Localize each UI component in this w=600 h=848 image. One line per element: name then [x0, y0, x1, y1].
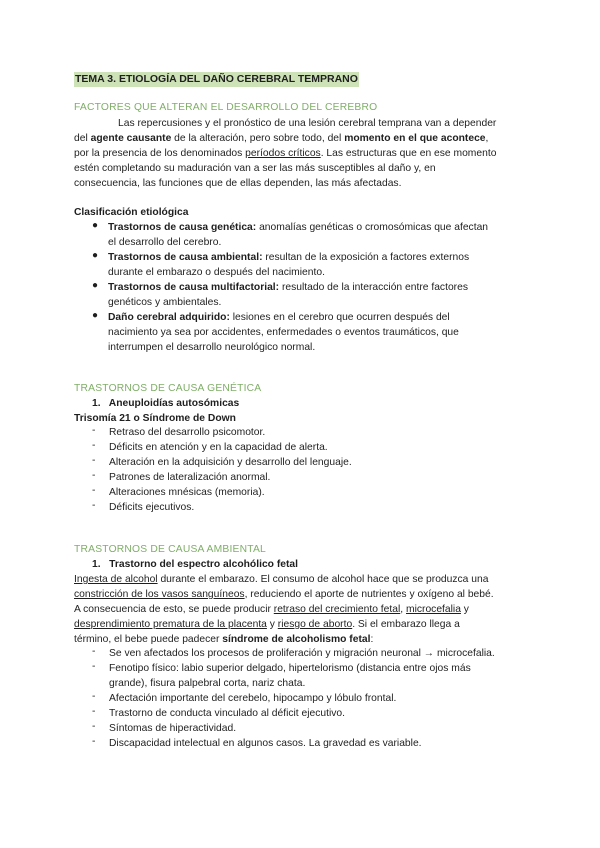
dash-icon: -: [92, 706, 96, 717]
list-item-cont: genéticos y ambientales.: [108, 297, 222, 308]
paragraph-line: del agente causante de la alteración, pero sobre todo, del momento en el que acontece,: [74, 133, 489, 144]
list-item-cont: grande), fisura palpebral corta, nariz chata.: [109, 678, 306, 689]
list-item: Déficits en atención y en la capacidad de alerta.: [109, 442, 328, 453]
paragraph-line: Ingesta de alcohol durante el embarazo. El consumo de alcohol hace que se produzca una: [74, 574, 489, 585]
dash-icon: -: [92, 661, 96, 672]
page-title: TEMA 3. ETIOLOGÍA DEL DAÑO CEREBRAL TEMPRANO: [75, 73, 358, 85]
bullet-icon: ●: [92, 220, 99, 231]
list-item: Fenotipo físico: labio superior delgado, hipertelorismo (distancia entre ojos más: [109, 663, 471, 674]
list-item: Se ven afectados los procesos de proliferación y migración neuronal → microcefalia.: [109, 648, 495, 659]
list-item: Retraso del desarrollo psicomotor.: [109, 427, 266, 438]
classification-heading: Clasificación etiológica: [74, 207, 189, 218]
bullet-icon: ●: [92, 280, 99, 291]
list-item: Discapacidad intelectual en algunos casos. La gravedad es variable.: [109, 738, 422, 749]
list-item: Alteración en la adquisición y desarrollo del lenguaje.: [109, 457, 352, 468]
dash-icon: -: [92, 500, 96, 511]
section-heading-ambiental: TRASTORNOS DE CAUSA AMBIENTAL: [74, 544, 266, 555]
dash-icon: -: [92, 691, 96, 702]
section-heading-genetica: TRASTORNOS DE CAUSA GENÉTICA: [74, 383, 262, 394]
dash-icon: -: [92, 485, 96, 496]
list-item: Trastornos de causa ambiental: resultan de la exposición a factores externos: [108, 252, 470, 263]
list-item: Afectación importante del cerebelo, hipocampo y lóbulo frontal.: [109, 693, 397, 704]
paragraph-line: consecuencia, las funciones que de ellas dependen, las más afectadas.: [74, 178, 402, 189]
dash-icon: -: [92, 425, 96, 436]
bullet-icon: ●: [92, 310, 99, 321]
dash-icon: -: [92, 736, 96, 747]
paragraph-line: por la presencia de los denominados períodos críticos. Las estructuras que en ese momento: [74, 148, 497, 159]
list-item: Patrones de lateralización anormal.: [109, 472, 271, 483]
list-item-cont: el desarrollo del cerebro.: [108, 237, 222, 248]
dash-icon: -: [92, 455, 96, 466]
list-item: Trastornos de causa multifactorial: resultado de la interacción entre factores: [108, 282, 468, 293]
list-item-cont: nacimiento ya sea por accidentes, enfermedades o eventos traumáticos, que: [108, 327, 459, 338]
list-item: Síntomas de hiperactividad.: [109, 723, 237, 734]
list-item: Alteraciones mnésicas (memoria).: [109, 487, 265, 498]
paragraph-line: Las repercusiones y el pronóstico de una lesión cerebral temprana van a depender: [118, 118, 497, 129]
bullet-icon: ●: [92, 250, 99, 261]
dash-icon: -: [92, 646, 96, 657]
list-item: Trastornos de causa genética: anomalías genéticas o cromosómicas que afectan: [108, 222, 489, 233]
paragraph-line: desprendimiento prematura de la placenta y riesgo de aborto. Si el embarazo llega a: [74, 619, 460, 630]
paragraph-line: término, el bebe puede padecer síndrome de alcoholismo fetal:: [74, 634, 374, 645]
dash-icon: -: [92, 470, 96, 481]
subsubheading: Trisomía 21 o Síndrome de Down: [74, 413, 236, 424]
paragraph-line: estén completando su maduración van a ser las más susceptibles al daño y, en: [74, 163, 436, 174]
dash-icon: -: [92, 721, 96, 732]
subheading: 1. Aneuploidías autosómicas: [92, 398, 240, 409]
list-item: Trastorno de conducta vinculado al déficit ejecutivo.: [109, 708, 346, 719]
list-item-cont: durante el embarazo o después del nacimiento.: [108, 267, 325, 278]
list-item: Déficits ejecutivos.: [109, 502, 195, 513]
section-heading-factores: FACTORES QUE ALTERAN EL DESARROLLO DEL CEREBRO: [74, 102, 378, 113]
dash-icon: -: [92, 440, 96, 451]
list-item-cont: interrumpen el desarrollo neurológico normal.: [108, 342, 316, 353]
subheading: 1. Trastorno del espectro alcohólico fetal: [92, 559, 298, 570]
paragraph-line: constricción de los vasos sanguíneos, reduciendo el aporte de nutrientes y oxígeno al bebé.: [74, 589, 494, 600]
list-item: Daño cerebral adquirido: lesiones en el cerebro que ocurren después del: [108, 312, 450, 323]
paragraph-line: A consecuencia de esto, se puede producir retraso del crecimiento fetal, microcefalia y: [74, 604, 469, 615]
